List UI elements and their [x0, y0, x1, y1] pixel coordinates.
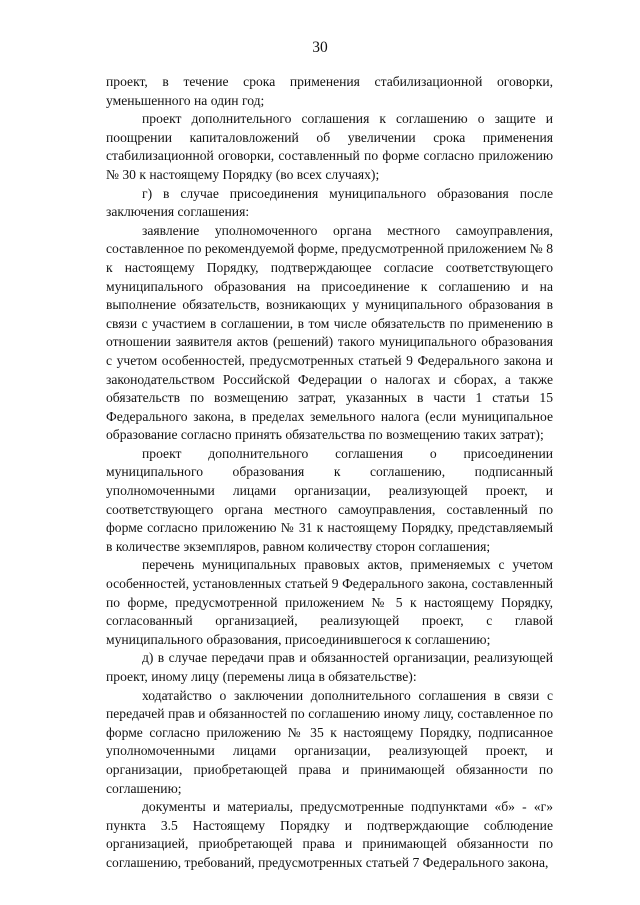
- paragraph: перечень муниципальных правовых актов, применяемых с учетом особенностей, установленных статьей 9 Федерального закона, составленный по форме, предусмотренной приложением № 5 к настоящему Порядку, согласованный организацией, реализующей проект, с главой муниципального образования, присоединившегося к соглашению;: [106, 557, 553, 647]
- paragraph: д) в случае передачи прав и обязанностей организации, реализующей проект, иному лицу (перемены лица в обязательстве):: [106, 650, 553, 684]
- paragraph: проект дополнительного соглашения к соглашению о защите и поощрении капиталовложений об увеличении срока применения стабилизационной оговорки, составленный по форме согласно приложению № 30 к настоящему Порядку (во всех случаях);: [106, 111, 553, 182]
- paragraph: ходатайство о заключении дополнительного соглашения в связи с передачей прав и обязанностей по соглашению иному лицу, составленное по форме согласно приложению № 35 к настоящему Порядку, подписанное уполномоченными лицами организации, реализующей проект, и организации, приобретающей права и принимающей обязанности по соглашению;: [106, 687, 553, 796]
- paragraph: заявление уполномоченного органа местного самоуправления, составленное по рекомендуемой форме, предусмотренной приложением № 8 к настоящему Порядку, подтверждающее согласие соответствующего муниципального образования на присоединение к соглашению и на выполнение обязательств, возникающих у муниципального образования в связи с участием в соглашении, в том числе обязательств по применению в отношении заявителя актов (решений) такого муниципального образования с учетом особенностей, предусмотренных статьей 9 Федерального закона и законодательством Российской Федерации о налогах и сборах, а также обязательств по возмещению затрат, указанных в части 1 статьи 15 Федерального закона, в пределах земельного налога (если муниципальное образование согласно принять обязательства по возмещению таких затрат);: [106, 222, 553, 443]
- paragraph: документы и материалы, предусмотренные подпунктами «б» - «г» пункта 3.5 Настоящему Порядку и подтверждающие соблюдение организацией, приобретающей права и принимающей обязанности по соглашению, требований, предусмотренных статьей 7 Федерального закона,: [106, 799, 553, 870]
- paragraph: проект, в течение срока применения стабилизационной оговорки, уменьшенного на один год;: [106, 74, 553, 108]
- paragraph: г) в случае присоединения муниципального образования после заключения соглашения:: [106, 185, 553, 220]
- page-number: 30: [312, 39, 328, 56]
- paragraph: проект дополнительного соглашения о присоединении муниципального образования к соглашению, подписанный уполномоченными лицами организации, реализующей проект, и соответствующего органа местного самоуправления, составленный по форме согласно приложению № 31 к настоящему Порядку, представляемый в количестве экземпляров, равном количеству сторон соглашения;: [106, 445, 553, 554]
- document-body: [106, 73, 553, 873]
